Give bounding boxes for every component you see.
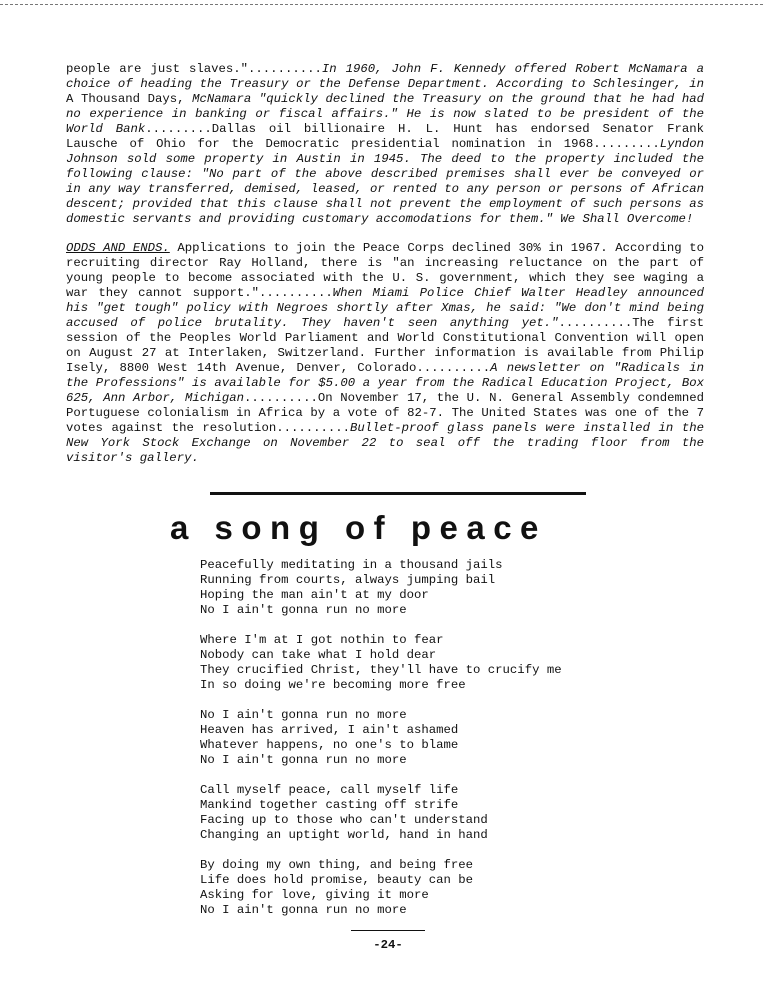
text-run: ..........The first session of the Peoples World Parliament and World Constitutional Convention will open on August 27 at Interlaken, Switzerland. Further information is available from Philip Isely, 8800 West 14th Avenue, Denver, Colorado.......... bbox=[66, 316, 705, 375]
text-run: McNamara "quickly declined the Treasury on the ground that he had had no experience in banking or fiscal affairs." He is now slated to be president of the World Bank bbox=[66, 92, 704, 136]
poem-line: No I ain't gonna run no more bbox=[200, 603, 407, 617]
text-run: A Thousand Days, bbox=[66, 92, 193, 106]
poem-line: Peacefully meditating in a thousand jails bbox=[200, 558, 503, 572]
article-text bbox=[66, 62, 704, 466]
top-border-line bbox=[0, 4, 763, 5]
text-run: people are just slaves.".......... bbox=[66, 62, 322, 76]
stanza bbox=[200, 708, 620, 768]
text-run: Applications to join the Peace Corps declined 30% in 1967. According to recruiting director Ray Holland, there is "an increasing reluctance on the part of young people to become associated with the U. S. government, which they see waging a war they cannot support.".......... bbox=[66, 241, 705, 300]
section-divider bbox=[210, 492, 586, 495]
section-heading-odds-and-ends: ODDS AND ENDS. bbox=[66, 241, 170, 255]
page-number: -24- bbox=[373, 938, 403, 952]
poem-line: Nobody can take what I hold dear bbox=[200, 648, 437, 662]
poem-line: Changing an uptight world, hand in hand bbox=[200, 828, 488, 842]
text-run: Bullet-proof glass panels were installed in the New York Stock Exchange on November 22 to seal off the trading floor from the visitor's gallery. bbox=[66, 421, 704, 465]
poem-line: In so doing we're becoming more free bbox=[200, 678, 466, 692]
song-title: a song of peace bbox=[170, 509, 547, 546]
text-run: When Miami Police Chief Walter Headley announced his "get tough" policy with Negroes shortly after Xmas, he said: "We don't mind being accused of police brutality. They haven't seen anything yet." bbox=[66, 286, 704, 330]
text-run: A newsletter on "Radicals in the Professions" is available for $5.00 a year from the Radical Education Project, Box 625, Ann Arbor, Michigan bbox=[66, 361, 704, 405]
text-run: ..........On November 17, the U. N. General Assembly condemned Portuguese colonialism in Africa by a vote of 82-7. The United States was one of the 7 votes against the resolution.......... bbox=[66, 391, 704, 435]
poem-line: Asking for love, giving it more bbox=[200, 888, 429, 902]
poem-line: Facing up to those who can't understand bbox=[200, 813, 488, 827]
poem-line: Running from courts, always jumping bail bbox=[200, 573, 496, 587]
text-run: In 1960, John F. Kennedy offered Robert McNamara a choice of heading the Treasury or the Defense Department. According to Schlesinger, in bbox=[66, 62, 704, 91]
page-number-rule bbox=[351, 930, 425, 931]
poem-line: Life does hold promise, beauty can be bbox=[200, 873, 474, 887]
poem-line: Mankind together casting off strife bbox=[200, 798, 459, 812]
poem-line: They crucified Christ, they'll have to crucify me bbox=[200, 663, 562, 677]
poem-line: No I ain't gonna run no more bbox=[200, 753, 407, 767]
text-run: .........Dallas oil billionaire H. L. Hunt has endorsed Senator Frank Lausche of Ohio for the Democratic presidential nomination in 1968......... bbox=[66, 122, 704, 151]
stanza bbox=[200, 858, 620, 918]
stanza bbox=[200, 783, 620, 843]
poem-line: Call myself peace, call myself life bbox=[200, 783, 459, 797]
text-run: Lyndon Johnson sold some property in Austin in 1945. The deed to the property included the following clause: "No part of the above described premises shall ever be conveyed or in any way transferred, demised, leased, or rented to any person or persons of African descent; provided that this clause shall not prevent the employment of such persons as domestic servants and providing customary accomodations for them." We Shall Overcome! bbox=[66, 137, 704, 226]
poem-line: No I ain't gonna run no more bbox=[200, 708, 407, 722]
stanza bbox=[200, 633, 620, 693]
poem-line: Heaven has arrived, I ain't ashamed bbox=[200, 723, 459, 737]
paragraph-odds-and-ends bbox=[66, 241, 704, 466]
poem-line: No I ain't gonna run no more bbox=[200, 903, 407, 917]
poem-line: Hoping the man ain't at my door bbox=[200, 588, 429, 602]
poem-line: Whatever happens, no one's to blame bbox=[200, 738, 459, 752]
paragraph-kennedy-hunt-johnson bbox=[66, 62, 704, 227]
stanza bbox=[200, 558, 620, 618]
poem-line: Where I'm at I got nothin to fear bbox=[200, 633, 444, 647]
poem-line: By doing my own thing, and being free bbox=[200, 858, 474, 872]
poem bbox=[200, 558, 620, 918]
